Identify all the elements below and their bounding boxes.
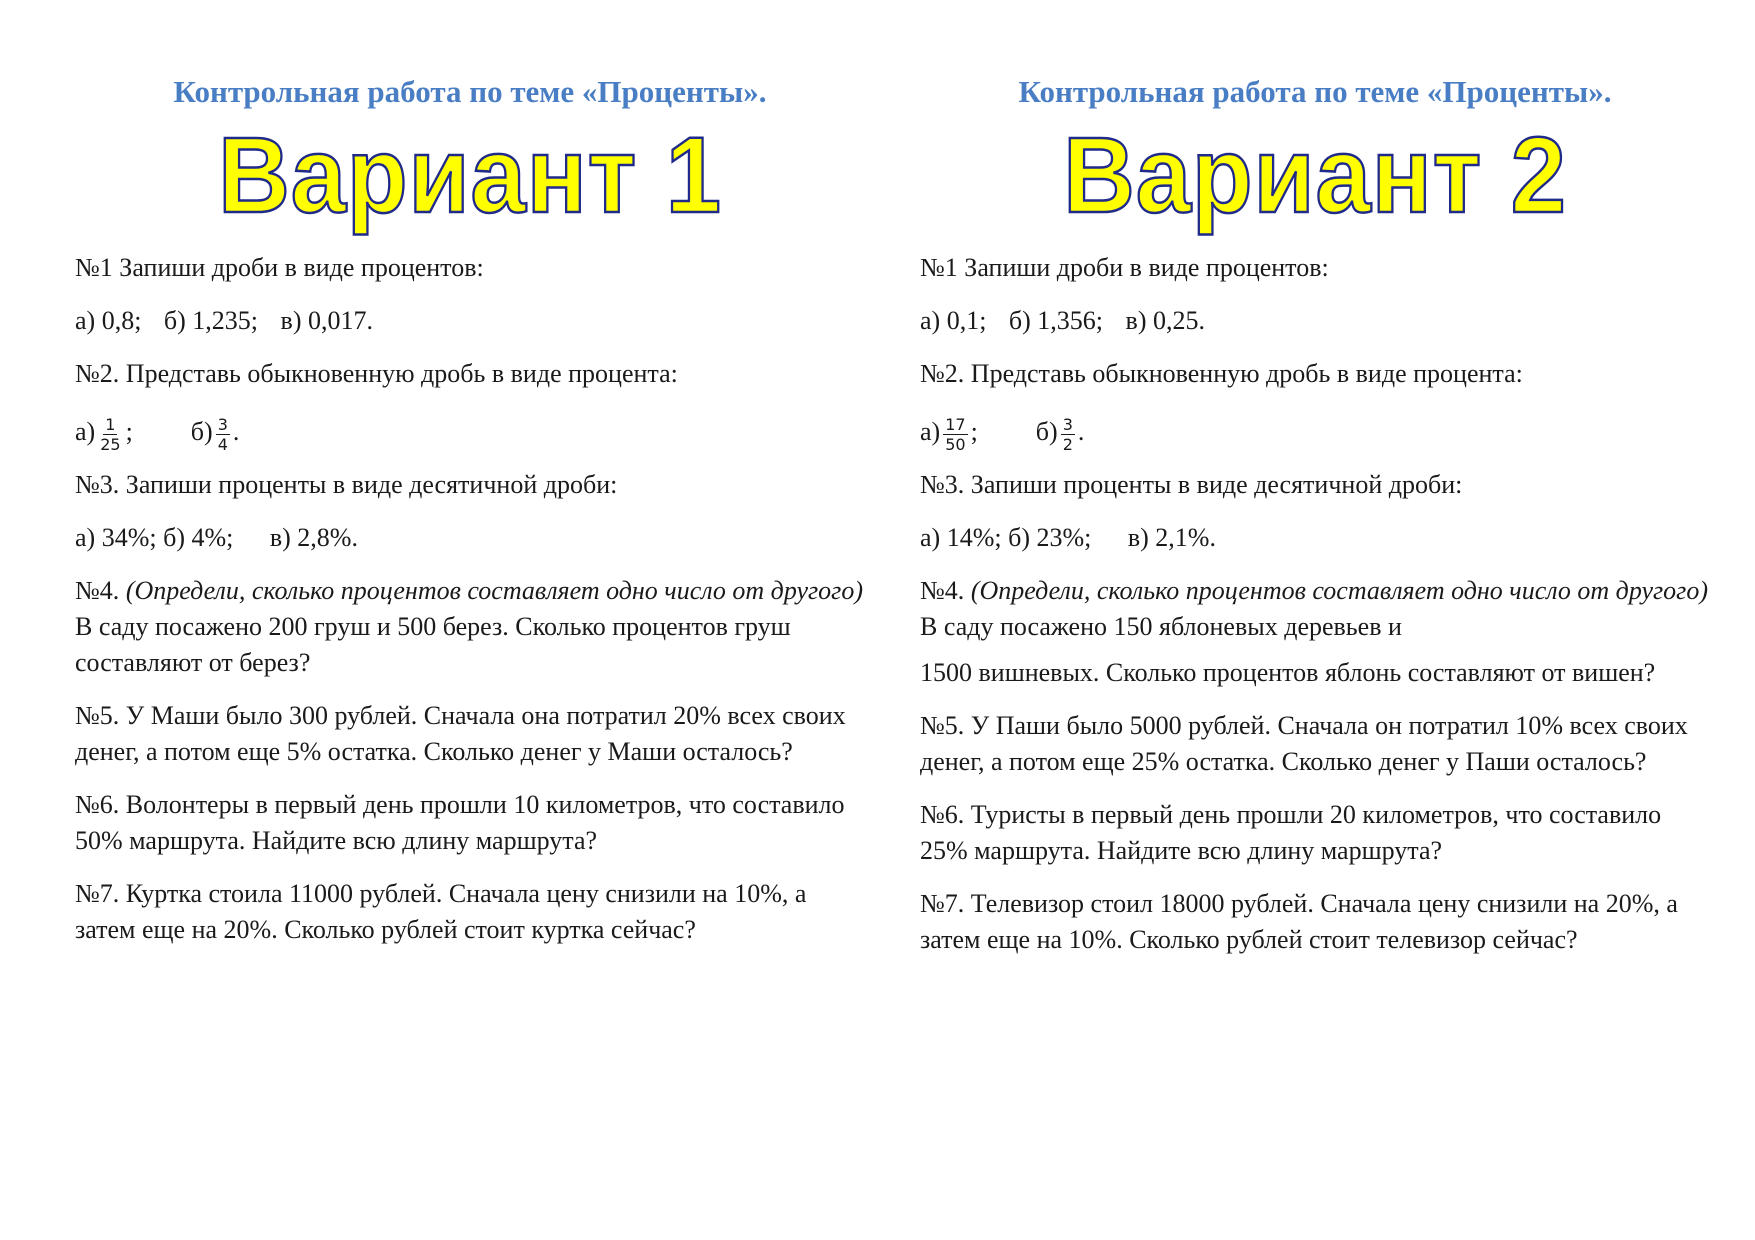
v2-task-2a-denominator: 50 bbox=[945, 434, 966, 454]
v2-task-1a: а) 0,1; bbox=[920, 306, 987, 335]
v2-task-2-items: а) $\frac{17}{50}$ ; б) $\frac{3}{2}$ . bbox=[920, 414, 1085, 454]
v1-task-2b-fraction bbox=[216, 415, 230, 454]
v2-task-2b-label: б) bbox=[1035, 417, 1058, 446]
v2-task-1c: в) 0,25. bbox=[1125, 306, 1205, 335]
v1-task-2b-numerator: 3 bbox=[217, 414, 228, 434]
v2-task-2a-numerator: 17 bbox=[945, 414, 966, 434]
v1-task-6: №6. Волонтеры в первый день прошли 10 километров, что составило 50% маршрута. Найдите всю длину маршрута? bbox=[75, 790, 845, 855]
v2-task-3a: а) 14%; bbox=[920, 523, 1002, 552]
v2-task-6: №6. Туристы в первый день прошли 20 километров, что составило 25% маршрута. Найдите всю длину маршрута? bbox=[920, 800, 1662, 865]
v1-task-1b: б) 1,235; bbox=[163, 306, 259, 335]
v1-task-3: №3. Запиши проценты в виде десятичной дроби: bbox=[75, 470, 618, 499]
variant-2-column bbox=[920, 72, 1710, 975]
variant-1-title: Контрольная работа по теме «Проценты». bbox=[173, 74, 767, 109]
v2-task-7: №7. Телевизор стоил 18000 рублей. Сначала цену снизили на 20%, а затем еще на 10%. Сколько рублей стоит телевизор сейчас? bbox=[920, 889, 1678, 954]
v2-task-3b: б) 23%; bbox=[1008, 523, 1092, 552]
variant-1-column bbox=[75, 72, 865, 965]
v2-task-3-items bbox=[920, 520, 1710, 556]
v2-task-1: №1 Запиши дроби в виде процентов: bbox=[920, 253, 1329, 282]
v2-task-4-text: В саду посажено 150 яблоневых деревьев и bbox=[920, 612, 1402, 641]
v2-task-2a-fraction bbox=[943, 415, 967, 454]
v1-task-4-text: В саду посажено 200 груш и 500 берез. Сколько процентов груш составляют от берез? bbox=[75, 612, 791, 677]
v1-task-1: №1 Запиши дроби в виде процентов: bbox=[75, 253, 484, 282]
v1-task-2-items: а) $\frac{1}{25}$ ; б) $\frac{3}{4}$ . bbox=[75, 414, 240, 454]
v2-task-5: №5. У Паши было 5000 рублей. Сначала он потратил 10% всех своих денег, а потом еще 25% остатка. Сколько денег у Паши осталось? bbox=[920, 711, 1688, 776]
v1-task-2a-numerator: 1 bbox=[105, 414, 116, 434]
variant-1-heading: Вариант 1 bbox=[218, 114, 722, 235]
v1-task-3a: а) 34%; bbox=[75, 523, 157, 552]
v1-task-2b-label: б) bbox=[190, 417, 213, 446]
v2-task-4 bbox=[920, 573, 1710, 645]
v1-task-3b: б) 4%; bbox=[163, 523, 234, 552]
variant-2-title: Контрольная работа по теме «Проценты». bbox=[1018, 74, 1612, 109]
v1-task-1c: в) 0,017. bbox=[280, 306, 373, 335]
v2-task-3c: в) 2,1%. bbox=[1127, 523, 1216, 552]
v2-task-4-number: №4. bbox=[920, 576, 971, 605]
v1-task-1-items bbox=[75, 303, 865, 339]
v1-task-2: №2. Представь обыкновенную дробь в виде процента: bbox=[75, 359, 678, 388]
v1-task-1a: а) 0,8; bbox=[75, 306, 142, 335]
v1-task-2a-fraction bbox=[98, 415, 122, 454]
v1-task-4-hint: (Определи, сколько процентов составляет одно число от другого) bbox=[125, 576, 863, 605]
v1-task-4 bbox=[75, 573, 865, 681]
v2-task-4-hint: (Определи, сколько процентов составляет одно число от другого) bbox=[970, 576, 1708, 605]
v1-task-5: №5. У Маши было 300 рублей. Сначала она потратил 20% всех своих денег, а потом еще 5% остатка. Сколько денег у Маши осталось? bbox=[75, 701, 846, 766]
v2-task-3: №3. Запиши проценты в виде десятичной дроби: bbox=[920, 470, 1463, 499]
v2-task-2b-denominator: 2 bbox=[1062, 434, 1073, 454]
v1-task-2a-denominator: 25 bbox=[100, 434, 121, 454]
v2-task-2a-label: а) bbox=[920, 417, 941, 446]
v2-task-4-continued: 1500 вишневых. Сколько процентов яблонь составляют от вишен? bbox=[920, 658, 1656, 687]
variant-2-heading: Вариант 2 bbox=[1063, 114, 1567, 235]
v2-task-1b: б) 1,356; bbox=[1008, 306, 1104, 335]
v1-task-2a-label: а) bbox=[75, 417, 96, 446]
v1-task-7: №7. Куртка стоила 11000 рублей. Сначала цену снизили на 10%, а затем еще на 20%. Сколько рублей стоит куртка сейчас? bbox=[75, 879, 807, 944]
v2-task-1-items bbox=[920, 303, 1710, 339]
v1-task-3-items bbox=[75, 520, 865, 556]
v1-task-2b-denominator: 4 bbox=[217, 434, 228, 454]
v2-task-2b-numerator: 3 bbox=[1062, 414, 1073, 434]
v2-task-2: №2. Представь обыкновенную дробь в виде процента: bbox=[920, 359, 1523, 388]
v1-task-3c: в) 2,8%. bbox=[269, 523, 358, 552]
v1-task-4-number: №4. bbox=[75, 576, 126, 605]
v2-task-2b-fraction bbox=[1061, 415, 1075, 454]
